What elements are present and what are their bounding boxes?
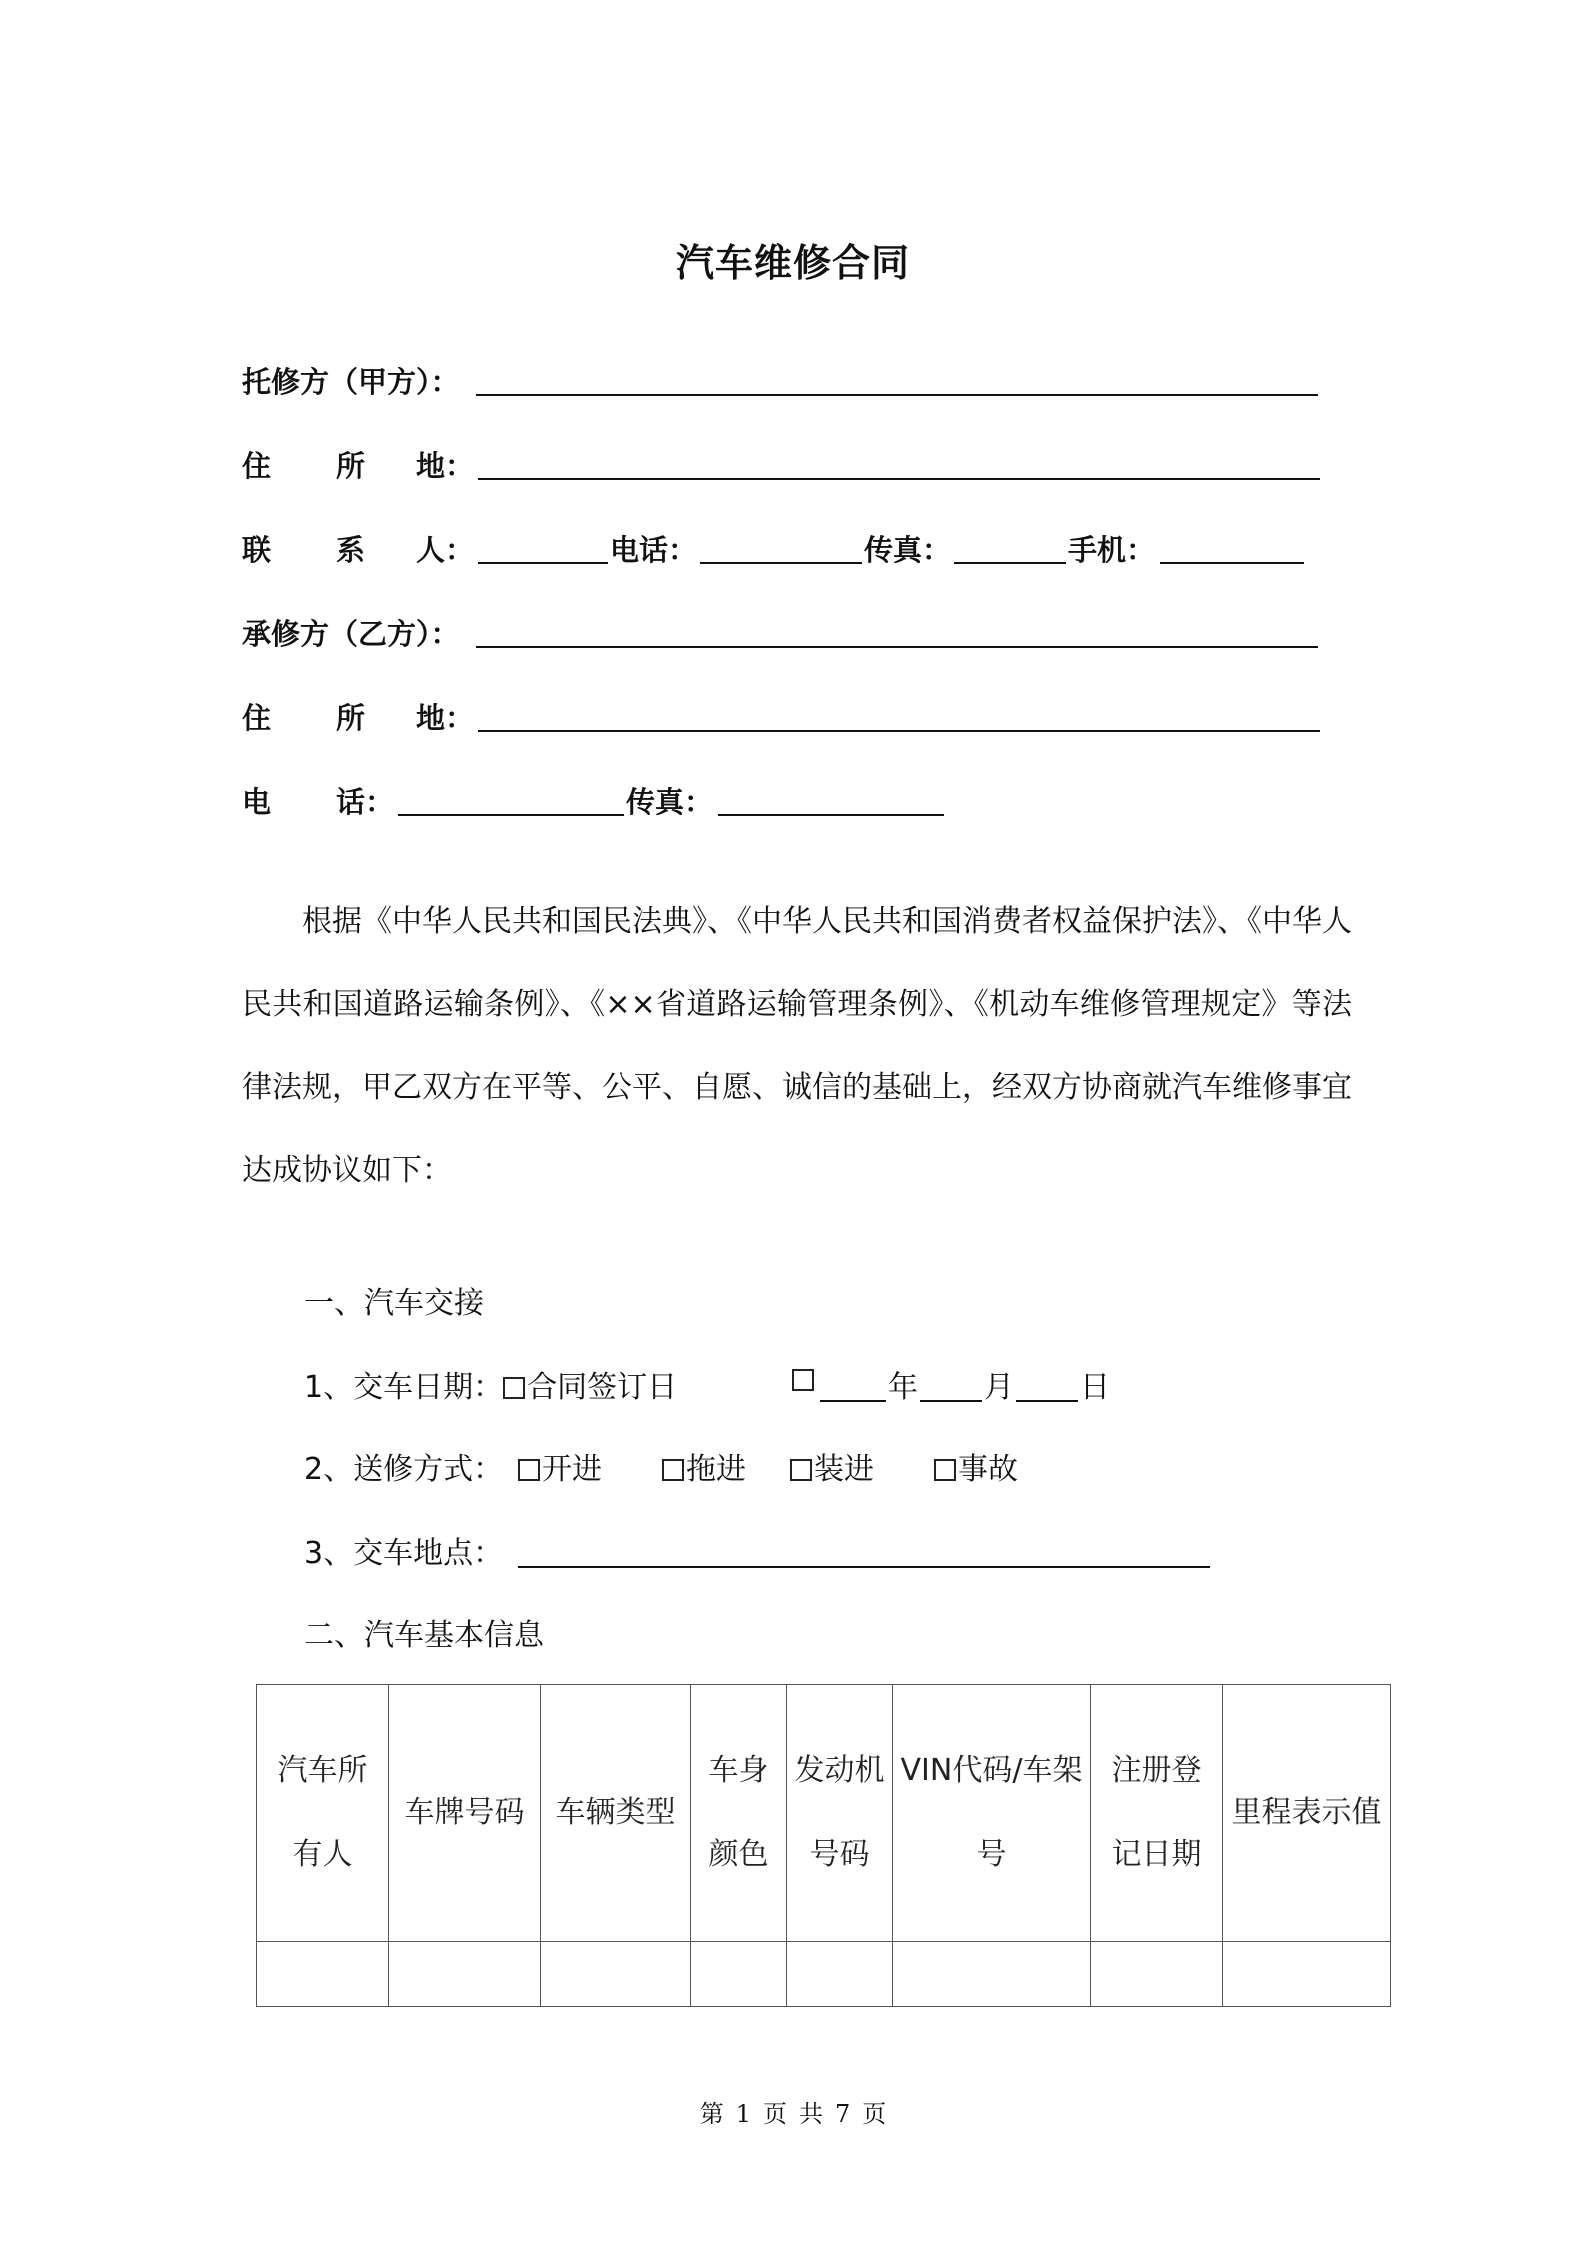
method-tow-label: 拖进 (686, 1452, 746, 1487)
header-reg-date-text: 注册登记日期 (1111, 1753, 1202, 1872)
header-type-text: 车辆类型 (555, 1795, 676, 1830)
contractor-address-row (0, 696, 1586, 736)
footer-total-pages: 7 (835, 2100, 851, 2128)
phone-label: 电话： (610, 533, 698, 567)
contact-label-char1: 联 (242, 533, 272, 567)
contractor-label: 承修方（乙方）： (242, 617, 460, 651)
contractor-address-field[interactable] (478, 696, 1320, 732)
year-field[interactable] (820, 1366, 886, 1402)
checkbox-custom-date[interactable] (792, 1369, 814, 1391)
footer-prefix: 第 (699, 2100, 724, 2128)
month-label: 月 (984, 1370, 1014, 1405)
document-title: 汽车维修合同 (675, 241, 910, 285)
cell-mileage[interactable] (1223, 1942, 1391, 2007)
address2-label-char3: 地： (416, 701, 475, 735)
cell-vin[interactable] (893, 1942, 1091, 2007)
header-plate-text: 车牌号码 (404, 1795, 525, 1830)
phone-field[interactable] (700, 528, 862, 564)
mobile-label: 手机： (1068, 533, 1156, 567)
table-header-row (257, 1685, 1391, 1942)
delivery-method-label: 2、送修方式： (304, 1452, 504, 1487)
section2-title: 二、汽车基本信息 (304, 1618, 544, 1653)
contractor-name-field[interactable] (476, 612, 1318, 648)
address-label-char2: 所 (336, 449, 366, 483)
delivery-date-custom (792, 1362, 816, 1397)
checkbox-drive[interactable] (518, 1459, 540, 1481)
delivery-place-label: 3、交车地点： (304, 1536, 504, 1571)
cell-plate[interactable] (389, 1942, 541, 2007)
contact-label-char3: 人： (416, 533, 475, 567)
method-option-load[interactable] (790, 1444, 874, 1488)
header-mileage-text: 里程表示值 (1231, 1795, 1382, 1830)
header-owner-text: 汽车所有人 (277, 1753, 368, 1872)
checkbox-accident[interactable] (934, 1459, 956, 1481)
address-label-char3: 地： (416, 449, 475, 483)
method-drive-label: 开进 (542, 1452, 602, 1487)
method-accident-label: 事故 (958, 1452, 1018, 1487)
contractor-phone-field[interactable] (398, 780, 624, 816)
section1-title: 一、汽车交接 (304, 1286, 484, 1321)
header-mileage (1223, 1685, 1391, 1942)
checkbox-tow[interactable] (662, 1459, 684, 1481)
preamble-paragraph: 根据《中华人民共和国民法典》、《中华人民共和国消费者权益保护法》、《中华人民共和国道路运输条例》、《××省道路运输管理条例》、《机动车维修管理规定》等法律法规，甲乙双方在平等、公平、自愿、诚信的基础上，经双方协商就汽车维修事宜达成协议如下： (242, 904, 1352, 1188)
page-footer (0, 2094, 1586, 2129)
contact-person-field[interactable] (478, 528, 608, 564)
cell-reg-date[interactable] (1091, 1942, 1223, 2007)
delivery-date-label: 1、交车日期： (304, 1370, 504, 1405)
year-label: 年 (888, 1370, 918, 1405)
contractor-fax-field[interactable] (718, 780, 944, 816)
mobile-field[interactable] (1160, 528, 1304, 564)
day-field[interactable] (1016, 1366, 1078, 1402)
footer-suffix: 页 (862, 2100, 887, 2128)
header-engine (787, 1685, 893, 1942)
cell-type[interactable] (541, 1942, 691, 2007)
phone2-label-char2: 话： (336, 785, 395, 819)
contract-date-option: 合同签订日 (527, 1370, 678, 1405)
method-option-drive[interactable] (518, 1444, 602, 1488)
header-owner (257, 1685, 389, 1942)
contractor-phone-row (0, 780, 1586, 820)
fax-label: 传真： (864, 533, 952, 567)
cell-owner[interactable] (257, 1942, 389, 2007)
footer-total-prefix: 共 (799, 2100, 823, 2128)
header-vin (893, 1685, 1091, 1942)
delivery-place-field[interactable] (518, 1532, 1210, 1568)
header-engine-text: 发动机号码 (794, 1753, 885, 1872)
header-vin-text: VIN代码/车架号 (900, 1753, 1083, 1872)
contractor-row (0, 612, 1586, 652)
checkbox-contract-date[interactable] (503, 1377, 525, 1399)
delivery-method-row (304, 1444, 503, 1488)
client-address-row (0, 444, 1586, 484)
fax2-label: 传真： (626, 785, 714, 819)
header-plate (389, 1685, 541, 1942)
client-contact-row (0, 528, 1586, 568)
address-label-char1: 住 (242, 449, 272, 483)
method-option-tow[interactable] (662, 1444, 746, 1488)
address2-label-char2: 所 (336, 701, 366, 735)
fax-field[interactable] (954, 528, 1066, 564)
footer-mid: 页 (763, 2100, 787, 2128)
client-row (0, 360, 1586, 400)
phone2-label-char1: 电 (242, 785, 272, 819)
address2-label-char1: 住 (242, 701, 272, 735)
vehicle-info-table (256, 1684, 1391, 2007)
cell-engine[interactable] (787, 1942, 893, 2007)
day-label: 日 (1080, 1370, 1110, 1405)
header-reg-date (1091, 1685, 1223, 1942)
month-field[interactable] (920, 1366, 982, 1402)
checkbox-load[interactable] (790, 1459, 812, 1481)
delivery-date-row (304, 1362, 677, 1406)
header-type (541, 1685, 691, 1942)
header-color (691, 1685, 787, 1942)
client-name-field[interactable] (476, 360, 1318, 396)
client-label: 托修方（甲方）： (242, 365, 460, 399)
client-address-field[interactable] (478, 444, 1320, 480)
method-option-accident[interactable] (934, 1444, 1018, 1488)
cell-color[interactable] (691, 1942, 787, 2007)
header-color-text: 车身颜色 (708, 1753, 769, 1872)
table-row (257, 1942, 1391, 2007)
method-load-label: 装进 (814, 1452, 874, 1487)
contact-label-char2: 系 (336, 533, 366, 567)
footer-page-number: 1 (735, 2100, 751, 2128)
